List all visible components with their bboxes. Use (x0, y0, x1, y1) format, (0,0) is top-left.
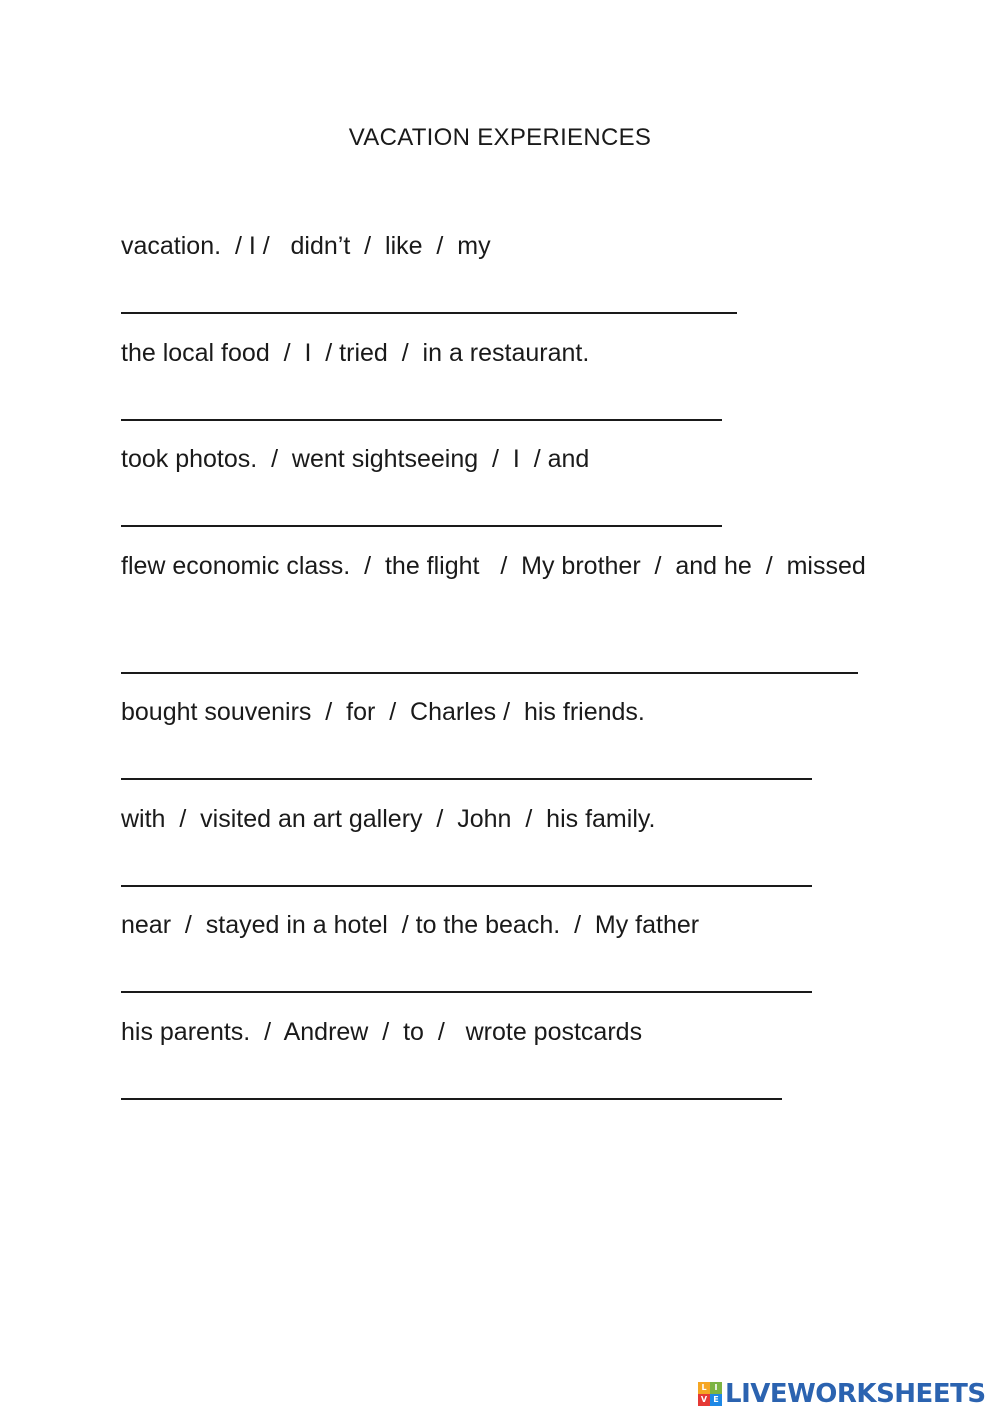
scrambled-prompt-5: bought souvenirs / for / Charles / his friends. (121, 698, 645, 726)
answer-line-2[interactable] (121, 419, 722, 421)
logo-mark-e: E (710, 1394, 722, 1406)
worksheet-title: VACATION EXPERIENCES (348, 124, 652, 151)
scrambled-prompt-1: vacation. / I / didn’t / like / my (121, 232, 491, 260)
scrambled-prompt-7: near / stayed in a hotel / to the beach. / My father (121, 911, 700, 939)
answer-line-1[interactable] (121, 312, 737, 314)
scrambled-prompt-2: the local food / I / tried / in a restaurant. (121, 339, 590, 367)
scrambled-prompt-3: took photos. / went sightseeing / I / and (121, 445, 590, 473)
answer-line-3[interactable] (121, 525, 722, 527)
answer-line-8[interactable] (121, 1098, 782, 1100)
scrambled-prompt-6: with / visited an art gallery / John / his family. (121, 805, 656, 833)
answer-line-4[interactable] (121, 672, 858, 674)
answer-line-5[interactable] (121, 778, 812, 780)
answer-line-7[interactable] (121, 991, 812, 993)
scrambled-prompt-8: his parents. / Andrew / to / wrote postcards (121, 1018, 643, 1046)
liveworksheets-logo (698, 1377, 986, 1411)
logo-mark-l: L (698, 1382, 710, 1394)
logo-mark-i: I (710, 1382, 722, 1394)
logo-text: LIVEWORKSHEETS (725, 1379, 986, 1409)
liveworksheets-logo-icon (698, 1382, 722, 1406)
answer-line-6[interactable] (121, 885, 812, 887)
scrambled-prompt-4: flew economic class. / the flight / My brother / and he / missed (121, 552, 866, 580)
logo-mark-v: V (698, 1394, 710, 1406)
